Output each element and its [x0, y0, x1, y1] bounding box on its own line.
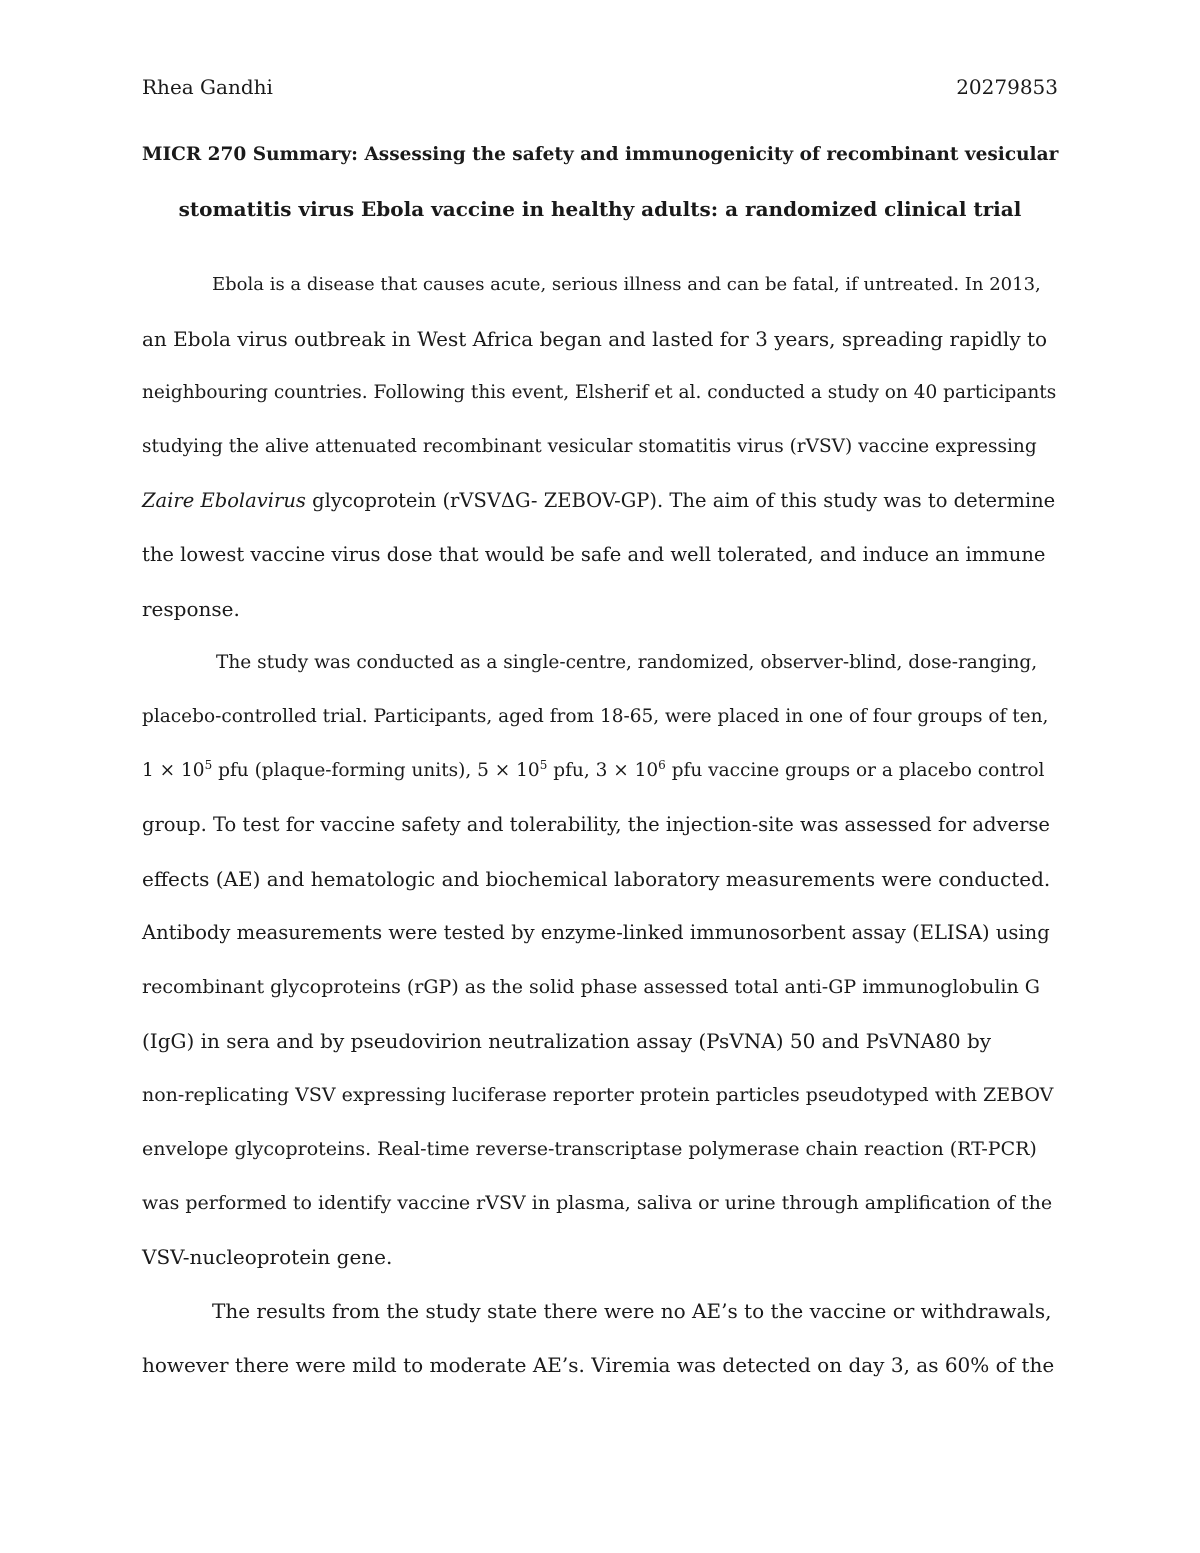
paragraph-2-line-3 — [142, 758, 1044, 784]
paragraph-1-line-4: studying the alive attenuated recombinant vesicular stomatitis virus (rVSV) vaccine expressing — [142, 436, 1037, 457]
species-name-italic: Zaire Ebolavirus — [142, 489, 306, 512]
paragraph-2-line-6: Antibody measurements were tested by enzyme-linked immunosorbent assay (ELISA) using — [142, 921, 1050, 944]
paragraph-1-line-7: response. — [142, 597, 240, 621]
dose-1-exponent: 5 — [204, 758, 213, 772]
paragraph-2-line-2: placebo-controlled trial. Participants, aged from 18-65, were placed in one of four groups of ten, — [142, 706, 1049, 727]
paragraph-3-line-1: The results from the study state there were no AE’s to the vaccine or withdrawals, — [212, 1299, 1052, 1323]
paragraph-2-line-1: The study was conducted as a single-centre, randomized, observer-blind, dose-ranging, — [216, 652, 1038, 673]
paragraph-1-line-2: an Ebola virus outbreak in West Africa began and lasted for 3 years, spreading rapidly to — [142, 327, 1048, 351]
header-author: Rhea Gandhi — [142, 75, 273, 99]
paragraph-1-line-5-text: glycoprotein (rVSVΔG- ZEBOV-GP). The aim of this study was to determine — [305, 489, 1056, 512]
header-student-id: 20279853 — [956, 75, 1058, 99]
title-line-1: MICR 270 Summary: Assessing the safety and immunogenicity of recombinant vesicular — [142, 144, 1059, 165]
dose-line-tail: pfu vaccine groups or a placebo control — [665, 760, 1045, 781]
paragraph-2-line-12: VSV-nucleoprotein gene. — [142, 1245, 393, 1269]
paragraph-2-line-8: (IgG) in sera and by pseudovirion neutralization assay (PsVNA) 50 and PsVNA80 by — [142, 1029, 992, 1053]
dose-2-exponent: 5 — [539, 758, 548, 772]
dose-3-text: pfu, 3 × 10 — [547, 760, 659, 781]
paragraph-1-line-1: Ebola is a disease that causes acute, serious illness and can be fatal, if untreated. In 2013, — [212, 274, 1041, 295]
dose-2-text: pfu (plaque-forming units), 5 × 10 — [212, 760, 540, 781]
paragraph-2-line-9: non-replicating VSV expressing luciferase reporter protein particles pseudotyped with ZEBOV — [142, 1084, 1054, 1106]
paragraph-2-line-7: recombinant glycoproteins (rGP) as the solid phase assessed total anti-GP immunoglobulin G — [142, 976, 1040, 998]
paragraph-2-line-11: was performed to identify vaccine rVSV in plasma, saliva or urine through amplification of the — [142, 1192, 1053, 1214]
dose-1-base: 1 × 10 — [142, 760, 205, 781]
paragraph-1-line-5 — [142, 488, 1055, 514]
paragraph-2-line-4: group. To test for vaccine safety and tolerability, the injection-site was assessed for adverse — [142, 813, 1050, 836]
paragraph-3-line-2: however there were mild to moderate AE’s. Viremia was detected on day 3, as 60% of the — [142, 1353, 1055, 1377]
dose-3-exponent: 6 — [658, 758, 666, 772]
paragraph-1-line-6: the lowest vaccine virus dose that would be safe and well tolerated, and induce an immune — [142, 543, 1046, 566]
document-title — [142, 142, 1058, 250]
paragraph-2-line-10: envelope glycoproteins. Real-time reverse-transcriptase polymerase chain reaction (RT-PCR) — [142, 1138, 1037, 1160]
paragraph-2-line-5: effects (AE) and hematologic and biochemical laboratory measurements were conducted. — [142, 867, 1051, 891]
title-line-2: stomatitis virus Ebola vaccine in healthy adults: a randomized clinical trial — [178, 197, 1022, 221]
paragraph-1-line-3: neighbouring countries. Following this event, Elsherif et al. conducted a study on 40 participants — [142, 382, 1057, 403]
